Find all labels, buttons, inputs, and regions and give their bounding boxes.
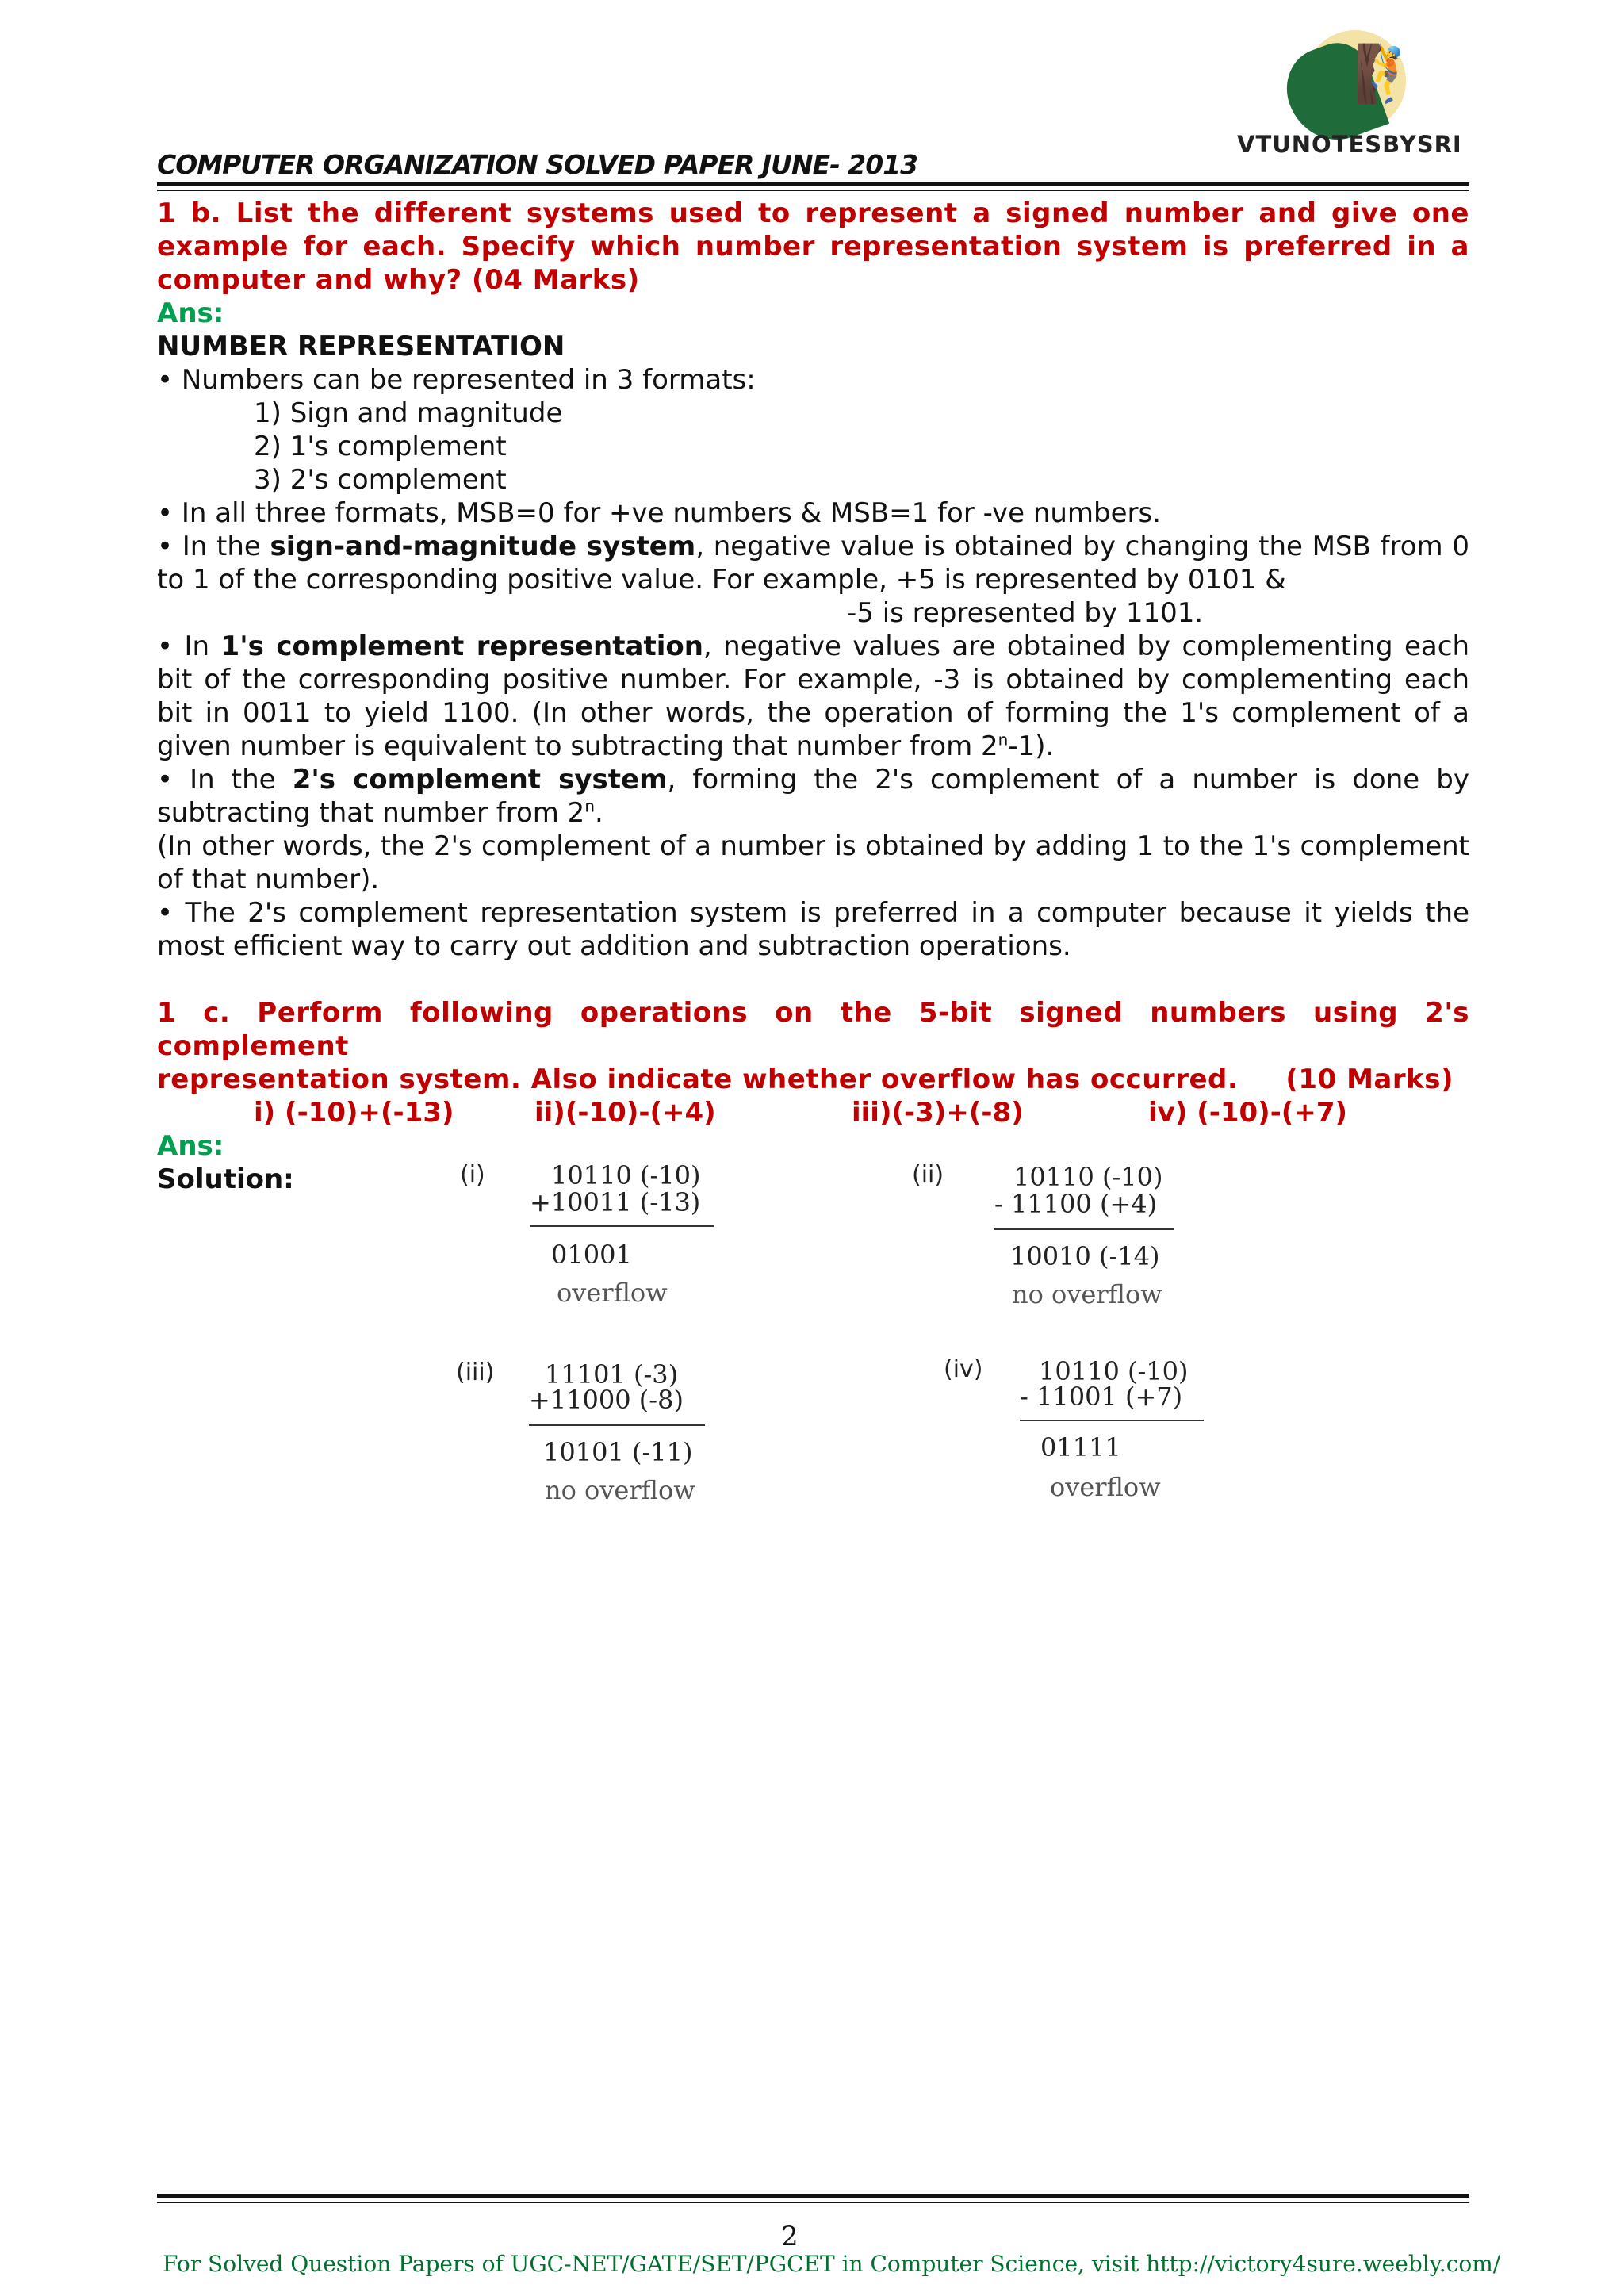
question-marks: (10 Marks) [1285, 1064, 1454, 1095]
calculation-label: (i) [460, 1161, 485, 1189]
operand-b: +10011 (-13) [530, 1187, 701, 1217]
text-run: representation system. Also indicate whether overflow has occurred. [157, 1064, 1239, 1095]
climber-icon: 🧗 [1354, 41, 1423, 106]
sum-rule [529, 1424, 705, 1426]
section-heading: NUMBER REPRESENTATION [157, 331, 565, 362]
result: 10101 (-11) [543, 1437, 693, 1467]
operand-a: 10110 (-10) [1039, 1356, 1189, 1386]
preferred-system-paragraph: • The 2's complement representation system is preferred in a computer because it yields the most efficient way to carry out addition and subtraction operations. [157, 897, 1469, 962]
text-run: • In the [157, 764, 293, 795]
text-run: . [595, 797, 603, 829]
result: 10010 (-14) [1010, 1241, 1160, 1271]
text-run: • In [157, 631, 221, 662]
question-1b: 1 b. List the different systems used to represent a signed number and give one example for each. Specify which number representation system is preferred in a computer and why? (04 Marks) [157, 197, 1469, 296]
operation-item: iv) (-10)-(+7) [1148, 1097, 1348, 1129]
difference-rule [994, 1228, 1174, 1230]
sign-magnitude-example: -5 is represented by 1101. [847, 597, 1204, 629]
answer-label: Ans: [157, 297, 224, 329]
logo-text: VTUNOTESBYSRI [1237, 131, 1462, 158]
calculation-iv [944, 1356, 1213, 1507]
operation-item: iii)(-3)+(-8) [852, 1097, 1024, 1129]
format-item: 2) 1's complement [254, 431, 507, 462]
document-body [157, 197, 1469, 1196]
operand-a: 10110 (-10) [551, 1160, 701, 1190]
superscript: n [584, 796, 596, 816]
document-header-title: COMPUTER ORGANIZATION SOLVED PAPER JUNE- 2013 [157, 149, 918, 180]
operand-a: 10110 (-10) [1013, 1162, 1163, 1192]
text-run: , forming the 2's complement of a number is done by subtracting that number from 2 [157, 764, 1469, 829]
sum-rule [530, 1225, 714, 1227]
answer-label: Ans: [157, 1130, 224, 1162]
question-1c-line2 [157, 1063, 1469, 1096]
text-run: , negative values are obtained by complementing each bit of the corresponding positive number. For example, -3 is obtained by complementing each bit in 0011 to yield 1100. (In other words, the operation of forming the 1's complement of a given number is equivalent to subtracting that number from 2 [157, 631, 1469, 762]
sign-magnitude-paragraph [157, 530, 1469, 596]
operand-b: +11000 (-8) [529, 1385, 684, 1415]
formats-intro: • Numbers can be represented in 3 formats: [157, 364, 756, 396]
twos-complement-paragraph [157, 763, 1469, 830]
term-ones-complement: 1's complement representation [220, 631, 703, 662]
format-item: 1) Sign and magnitude [254, 397, 563, 429]
superscript: n [998, 730, 1009, 749]
operations-list [157, 1096, 1469, 1129]
footer-rule [157, 2194, 1469, 2198]
overflow-status: no overflow [1012, 1279, 1162, 1309]
question-1c-line1: 1 c. Perform following operations on the 5-bit signed numbers using 2's complement [157, 997, 1469, 1062]
site-logo [1221, 24, 1483, 174]
format-item: 3) 2's complement [254, 464, 507, 496]
calculation-label: (iii) [456, 1359, 495, 1386]
overflow-status: overflow [1050, 1472, 1161, 1502]
calculation-label: (iv) [944, 1355, 983, 1383]
text-run: • In the [157, 531, 270, 562]
solution-label: Solution: [157, 1163, 294, 1195]
difference-rule [1020, 1420, 1204, 1421]
calculation-iii [456, 1359, 718, 1510]
operation-item: ii)(-10)-(+4) [534, 1097, 716, 1129]
logo-emblem [1304, 30, 1423, 132]
text-run: , negative value is obtained by changing the MSB from 0 to 1 of the corresponding positive value. For example, +5 is represented by 0101 & [157, 531, 1469, 596]
ones-complement-paragraph [157, 630, 1469, 763]
page-number: 2 [781, 2221, 799, 2252]
operation-item: i) (-10)+(-13) [254, 1097, 454, 1129]
result: 01001 [551, 1240, 632, 1270]
msb-note: • In all three formats, MSB=0 for +ve numbers & MSB=1 for -ve numbers. [157, 497, 1162, 529]
twos-complement-note: (In other words, the 2's complement of a number is obtained by adding 1 to the 1's complement of that number). [157, 830, 1469, 895]
result: 01111 [1040, 1432, 1121, 1462]
operand-b: - 11001 (+7) [1020, 1382, 1183, 1412]
text-run: -1). [1008, 730, 1055, 762]
overflow-status: no overflow [545, 1475, 695, 1505]
calculation-label: (ii) [912, 1161, 944, 1189]
footer-text: For Solved Question Papers of UGC-NET/GATE/SET/PGCET in Computer Science, visit http://victory4sure.weebly.com/ [163, 2251, 1501, 2277]
overflow-status: overflow [557, 1278, 668, 1308]
spacer [157, 963, 1469, 996]
term-sign-magnitude: sign-and-magnitude system [270, 531, 696, 562]
operand-a: 11101 (-3) [545, 1359, 679, 1389]
calculation-ii [912, 1161, 1182, 1309]
term-twos-complement: 2's complement system [292, 764, 668, 795]
calculation-i [460, 1160, 722, 1308]
operand-b: - 11100 (+4) [994, 1189, 1158, 1219]
header-rule-thin [157, 190, 1469, 191]
footer-rule-thin [157, 2202, 1469, 2203]
header-rule [157, 182, 1469, 186]
